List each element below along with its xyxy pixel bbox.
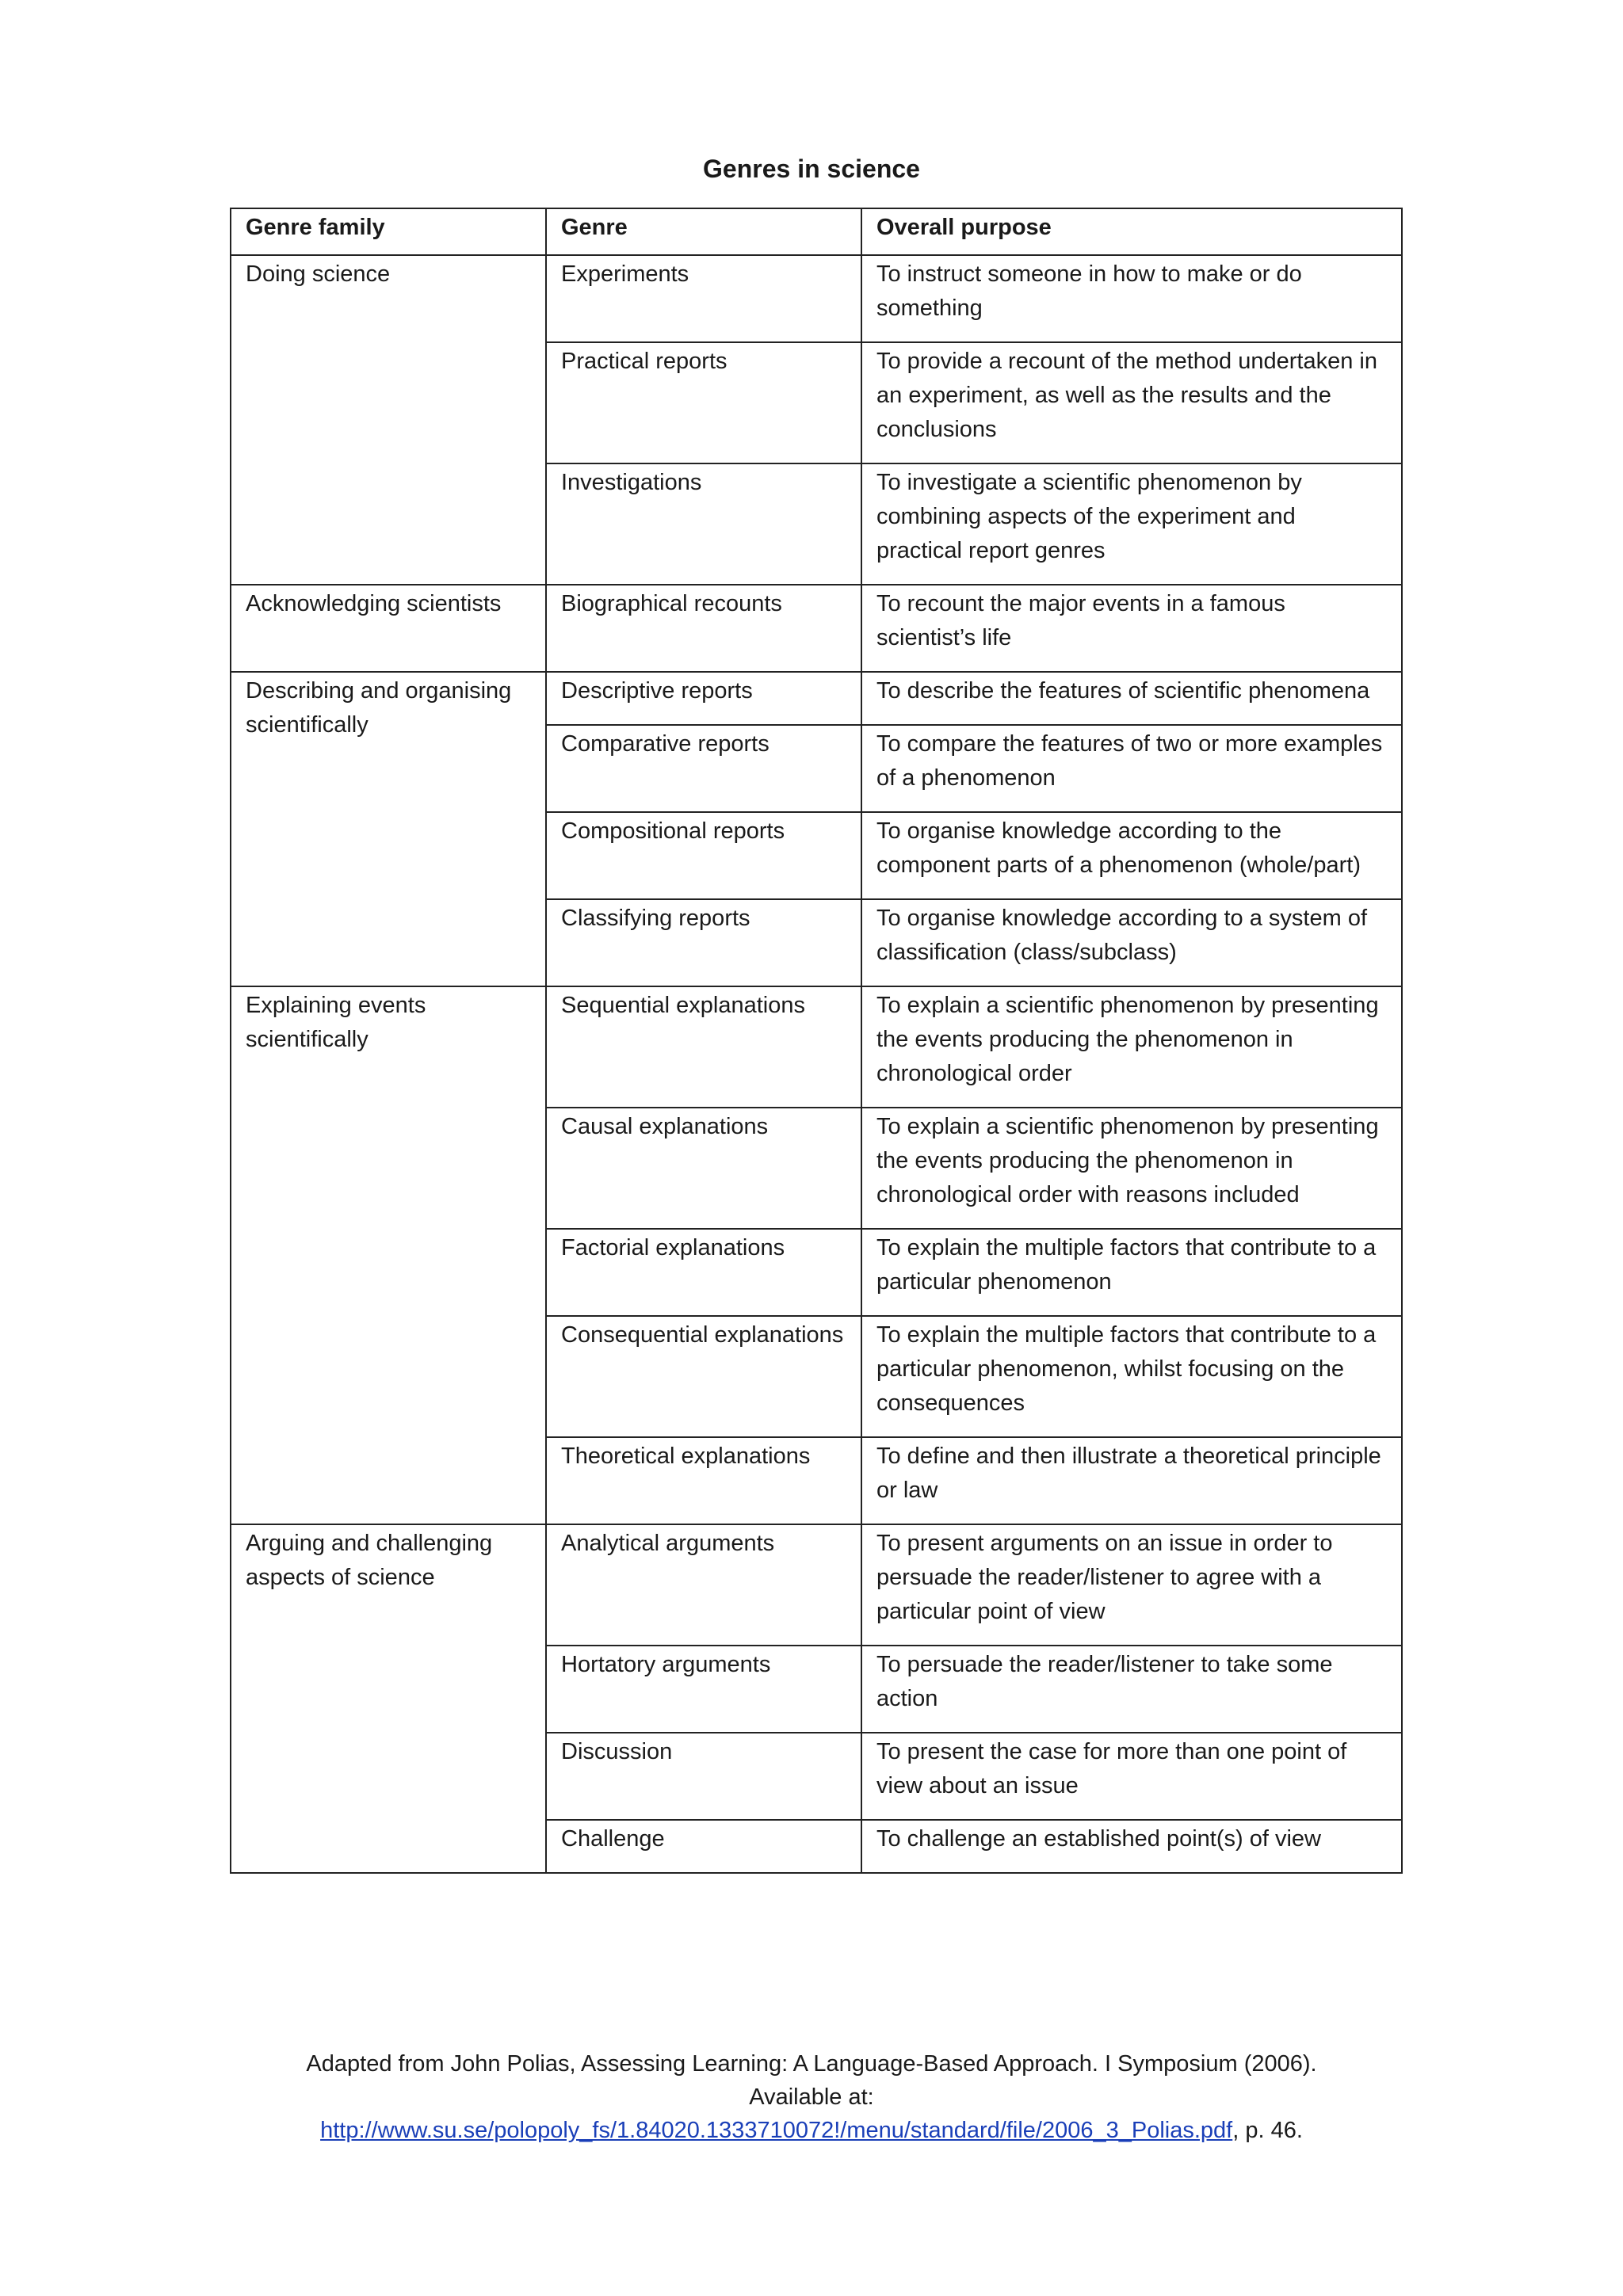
table-row — [231, 1524, 1402, 1646]
header-genre: Genre — [546, 208, 861, 255]
table-row — [231, 255, 1402, 342]
purpose-cell: To provide a recount of the method undertaken in an experiment, as well as the results and the conclusions — [861, 342, 1402, 463]
page-title: Genres in science — [703, 154, 920, 183]
source-line-1: Adapted from John Polias, Assessing Learning: A Language-Based Approach. I Symposium (2006). — [306, 2051, 1317, 2077]
genre-cell: Challenge — [546, 1820, 861, 1873]
purpose-cell: To challenge an established point(s) of view — [861, 1820, 1402, 1873]
purpose-cell: To explain a scientific phenomenon by presenting the events producing the phenomenon in chronological order with reasons included — [861, 1108, 1402, 1229]
purpose-cell: To recount the major events in a famous scientist’s life — [861, 585, 1402, 672]
purpose-cell: To organise knowledge according to the component parts of a phenomenon (whole/part) — [861, 812, 1402, 899]
purpose-cell: To describe the features of scientific phenomena — [861, 672, 1402, 725]
genre-cell: Causal explanations — [546, 1108, 861, 1229]
genre-cell: Analytical arguments — [546, 1524, 861, 1646]
genre-cell: Comparative reports — [546, 725, 861, 812]
table-header-row — [231, 208, 1402, 255]
purpose-cell: To explain the multiple factors that contribute to a particular phenomenon — [861, 1229, 1402, 1316]
purpose-cell: To investigate a scientific phenomenon by combining aspects of the experiment and practical report genres — [861, 463, 1402, 585]
genre-cell: Practical reports — [546, 342, 861, 463]
table-body — [231, 255, 1402, 1873]
genre-cell: Descriptive reports — [546, 672, 861, 725]
purpose-cell: To present arguments on an issue in order to persuade the reader/listener to agree with a particular point of view — [861, 1524, 1402, 1646]
genre-family-cell: Describing and organising scientifically — [231, 672, 546, 986]
purpose-cell: To instruct someone in how to make or do something — [861, 255, 1402, 342]
purpose-cell: To define and then illustrate a theoretical principle or law — [861, 1437, 1402, 1524]
genre-cell: Investigations — [546, 463, 861, 585]
genre-cell: Factorial explanations — [546, 1229, 861, 1316]
genre-cell: Consequential explanations — [546, 1316, 861, 1437]
genre-cell: Experiments — [546, 255, 861, 342]
genre-family-cell: Arguing and challenging aspects of science — [231, 1524, 546, 1873]
table-row — [231, 986, 1402, 1108]
source-link[interactable]: http://www.su.se/polopoly_fs/1.84020.1333710072!/menu/standard/file/2006_3_Polias.pdf — [320, 2118, 1233, 2143]
purpose-cell: To explain the multiple factors that contribute to a particular phenomenon, whilst focusing on the consequences — [861, 1316, 1402, 1437]
genre-cell: Biographical recounts — [546, 585, 861, 672]
source-page-suffix: , p. 46. — [1232, 2118, 1303, 2143]
genre-cell: Discussion — [546, 1733, 861, 1820]
genre-cell: Sequential explanations — [546, 986, 861, 1108]
source-citation — [0, 2047, 1623, 2147]
table-row — [231, 672, 1402, 725]
genre-family-cell: Explaining events scientifically — [231, 986, 546, 1524]
genre-cell: Hortatory arguments — [546, 1646, 861, 1733]
source-line-3 — [0, 2114, 1623, 2147]
genre-family-cell: Acknowledging scientists — [231, 585, 546, 672]
source-line-2: Available at: — [749, 2084, 874, 2110]
header-genre-family: Genre family — [231, 208, 546, 255]
purpose-cell: To persuade the reader/listener to take some action — [861, 1646, 1402, 1733]
table-row — [231, 585, 1402, 672]
header-overall-purpose: Overall purpose — [861, 208, 1402, 255]
genre-cell: Compositional reports — [546, 812, 861, 899]
genres-table — [230, 208, 1403, 1874]
purpose-cell: To present the case for more than one point of view about an issue — [861, 1733, 1402, 1820]
purpose-cell: To compare the features of two or more examples of a phenomenon — [861, 725, 1402, 812]
genre-cell: Theoretical explanations — [546, 1437, 861, 1524]
genre-cell: Classifying reports — [546, 899, 861, 986]
genre-family-cell: Doing science — [231, 255, 546, 585]
purpose-cell: To organise knowledge according to a system of classification (class/subclass) — [861, 899, 1402, 986]
purpose-cell: To explain a scientific phenomenon by presenting the events producing the phenomenon in chronological order — [861, 986, 1402, 1108]
